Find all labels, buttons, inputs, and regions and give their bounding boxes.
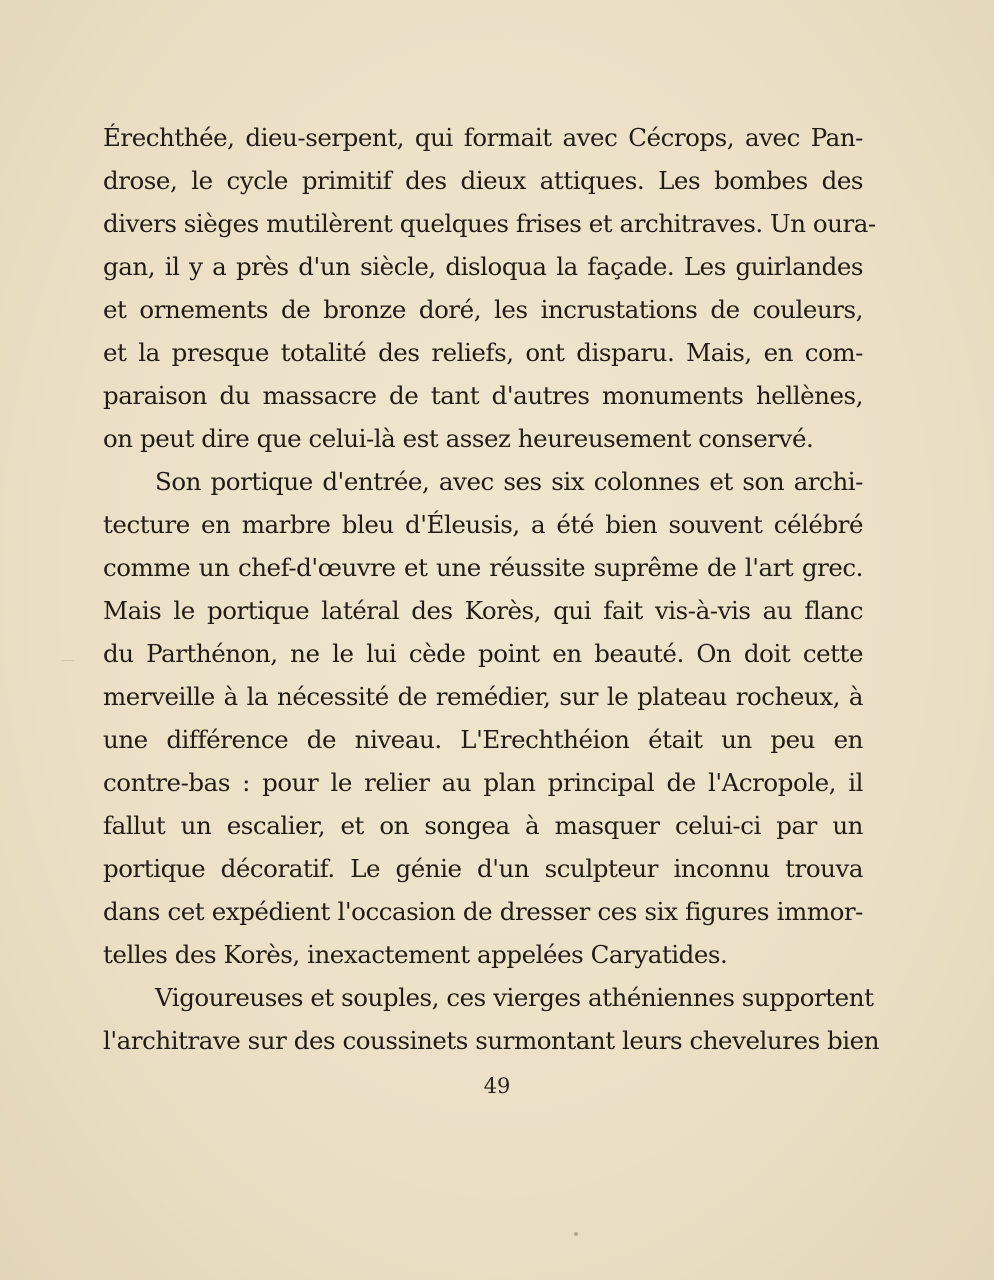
text-line: contre-bas : pour le relier au plan principal de l'Acropole, il: [103, 768, 863, 797]
text-line: telles des Korès, inexactement appelées Caryatides.: [103, 940, 728, 969]
text-line: du Parthénon, ne le lui cède point en beauté. On doit cette: [103, 639, 863, 668]
text-line: on peut dire que celui-là est assez heureusement conservé.: [103, 424, 814, 453]
text-line: portique décoratif. Le génie d'un sculpteur inconnu trouva: [103, 854, 863, 883]
margin-mark: [62, 660, 74, 661]
text-line: Érechthée, dieu-serpent, qui formait avec Cécrops, avec Pan-: [103, 123, 863, 152]
text-line: l'architrave sur des coussinets surmontant leurs chevelures bien: [103, 1026, 880, 1055]
text-line: Mais le portique latéral des Korès, qui fait vis-à-vis au flanc: [103, 596, 863, 625]
text-line: et la presque totalité des reliefs, ont disparu. Mais, en com-: [103, 338, 863, 367]
body-text: [103, 116, 880, 1062]
text-line: une différence de niveau. L'Erechthéion était un peu en: [103, 725, 863, 754]
text-line: fallut un escalier, et on songea à masquer celui-ci par un: [103, 811, 863, 840]
text-line: dans cet expédient l'occasion de dresser ces six figures immor-: [103, 897, 863, 926]
text-line: gan, il y a près d'un siècle, disloqua la façade. Les guirlandes: [103, 252, 863, 281]
text-line: Son portique d'entrée, avec ses six colonnes et son archi-: [155, 467, 863, 496]
text-line: paraison du massacre de tant d'autres monuments hellènes,: [103, 381, 863, 410]
text-line: tecture en marbre bleu d'Éleusis, a été bien souvent célébré: [103, 510, 863, 539]
text-line: drose, le cycle primitif des dieux attiques. Les bombes des: [103, 166, 863, 195]
text-line: comme un chef-d'œuvre et une réussite suprême de l'art grec.: [103, 553, 863, 582]
page-number: 49: [483, 1074, 511, 1098]
text-line: merveille à la nécessité de remédier, sur le plateau rocheux, à: [103, 682, 863, 711]
paper-speck: [574, 1232, 578, 1236]
text-line: Vigoureuses et souples, ces vierges athéniennes supportent: [155, 983, 874, 1012]
text-line: et ornements de bronze doré, les incrustations de couleurs,: [103, 295, 863, 324]
text-line: divers sièges mutilèrent quelques frises et architraves. Un oura-: [103, 209, 876, 238]
